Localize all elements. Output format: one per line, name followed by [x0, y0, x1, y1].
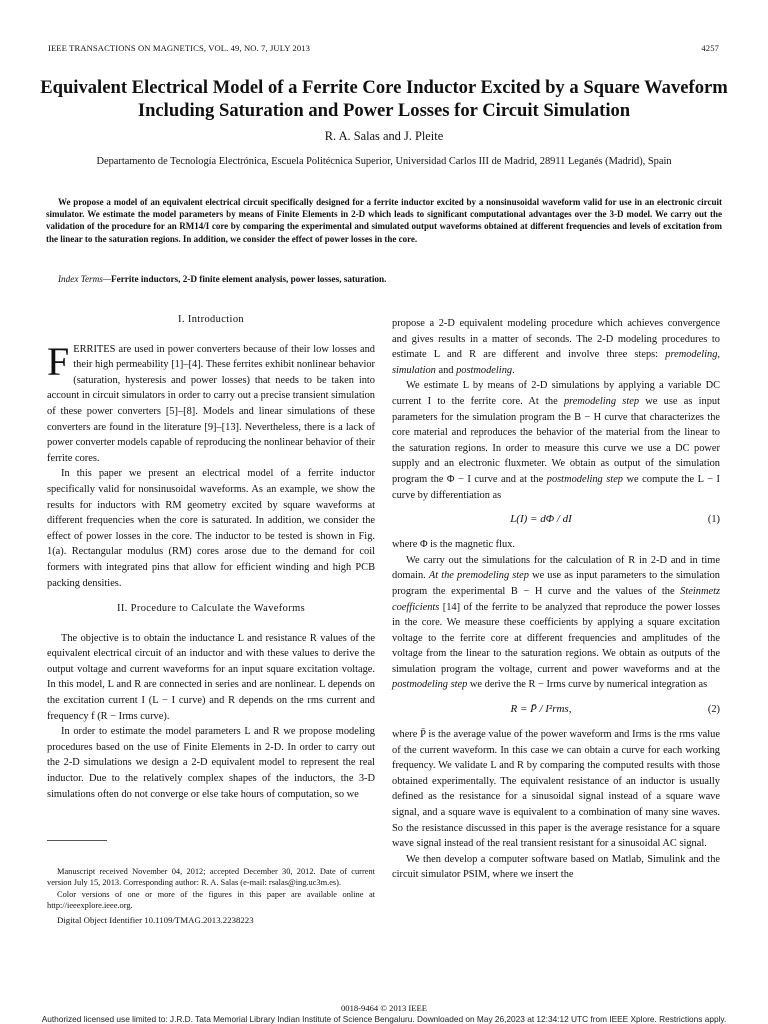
- equation-1-number: (1): [707, 514, 720, 526]
- footnotes: [47, 866, 375, 927]
- drop-cap: F: [47, 338, 70, 384]
- index-terms: [46, 273, 722, 285]
- footnote-rule: [47, 840, 107, 841]
- running-head: [48, 43, 719, 53]
- authors: R. A. Salas and J. Pleite: [324, 129, 444, 143]
- index-terms-label: Index Terms—: [58, 274, 111, 284]
- footnote-color: Color versions of one or more of the figures in this paper are available online at http://ieeexplore.ieee.org.: [47, 890, 375, 910]
- right-paragraph-4-text-c: [14] of the ferrite to be analyzed that reproduce the power losses in the core. We measure these coefficients by applying a square excitation voltage to the ferrite core at different frequencies and amplitudes of the voltage from the linear to the saturation regions. We obtain as outputs of the simulation program the voltage, current and power waveforms and at the: [392, 601, 720, 675]
- right-paragraph-3: where Φ is the magnetic flux.: [392, 539, 516, 551]
- right-paragraph-4-text-a: We carry out the simulations for the calculation of R in 2-D and in time domain.: [392, 554, 720, 582]
- right-column: [392, 316, 720, 883]
- and-text: and: [435, 364, 457, 376]
- procedure-paragraph-2: In order to estimate the model parameters L and R we propose modeling procedures based on the use of Finite Elements in 2-D. In order to carry out the 2-D simulations we design a 2-D equivalent model to represent the real inductor. Due to the relatively complex shapes of the inductors, the 3-D simulations often do not converge or else take hours of computation, so we: [47, 726, 375, 800]
- premodeling-step-text: premodeling step: [563, 395, 640, 407]
- section-heading-introduction: I. Introduction: [177, 314, 245, 325]
- right-paragraph-2-text-c: we compute the L − I curve by differentiation as: [392, 473, 720, 501]
- journal-name: IEEE TRANSACTIONS ON MAGNETICS, VOL. 49, NO. 7, JULY 2013: [48, 43, 311, 53]
- page-number: 4257: [701, 43, 719, 53]
- equation-2: [392, 693, 720, 727]
- premodeling-step-text-2: At the premodeling step: [428, 570, 529, 582]
- left-column: [47, 312, 375, 802]
- right-paragraph-2: [392, 378, 720, 503]
- equation-1: [392, 503, 720, 537]
- copyright: 0018-9464 © 2013 IEEE: [340, 1003, 427, 1013]
- intro-paragraph-1: [47, 338, 375, 467]
- right-paragraph-4-text-d: we derive the R − Irms curve by numerical integration as: [467, 679, 708, 691]
- right-paragraph-1-text: propose a 2-D equivalent modeling procedure which achieves convergence and gives results in a matter of seconds. The 2-D modeling procedures to estimate L and R are different and involve three steps:: [392, 318, 720, 361]
- steinmetz-text: Steinmetz coefficients: [392, 585, 720, 613]
- right-paragraph-4-text-b: we use as input parameters to the simulation program the experimental B − H curve and the values of the: [392, 570, 720, 597]
- footnote-doi: Digital Object Identifier 10.1109/TMAG.2013.2238223: [57, 915, 254, 925]
- affiliation: Departamento de Tecnología Electrónica, Escuela Politécnica Superior, Universidad Carlos III de Madrid, 28911 Leganés (Madrid), Spain: [96, 156, 672, 167]
- right-paragraph-6: We then develop a computer software based on Matlab, Simulink and the circuit simulator PSIM, where we insert the: [392, 853, 720, 881]
- procedure-paragraph-1: The objective is to obtain the inductance L and resistance R values of the equivalent electrical circuit of an inductor and with these values to derive the output voltage and current waveforms for an input square excitation voltage. In this model, L and R are connected in series and are nonlinear. L depends on the excitation current I (L − I curve) and R depends on the rms current and frequency f (R − Irms curve).: [47, 632, 375, 722]
- equation-2-body: R = P̄ / I²rms,: [510, 703, 572, 716]
- section-heading-procedure: II. Procedure to Calculate the Waveforms: [116, 603, 306, 615]
- footnote-received: Manuscript received November 04, 2012; accepted December 30, 2012. Date of current version July 15, 2013. Corresponding author: R. A. Salas (e-mail: rsalas@ing.uc3m.es).: [47, 867, 375, 887]
- license-notice: Authorized licensed use limited to: J.R.D. Tata Memorial Library Indian Institute of Science Bengaluru. Downloaded on May 26,2023 at 12:34:12 UTC from IEEE Xplore. Restrictions apply.: [41, 1014, 727, 1024]
- period-text: .: [512, 364, 515, 376]
- intro-paragraph-1-text: ERRITES are used in power converters because of their low losses and their high permeability [1]–[4]. These ferrites exhibit nonlinear behavior (saturation, hysteresis and power losses) that needs to be taken into account in circuit simulators in order to carry out a precise transient simulation of these power converters [5]–[8]. Models and linear simulations of these converters are found in the literature [9]–[13]. Nevertheless, there is a lack of power converter models capable of reproducing the nonlinear behavior of their ferrite cores.: [47, 343, 375, 464]
- steps-text: premodeling, simulation: [392, 349, 720, 376]
- right-paragraph-4: [392, 553, 720, 693]
- right-paragraph-2-text-a: We estimate L by means of 2-D simulations by applying a variable DC current I to the ferrite core. At the: [392, 380, 720, 407]
- right-paragraph-5: where P̄ is the average value of the power waveform and Irms is the rms value of the current waveform. In this case we can obtain a curve for each working frequency. We validate L and R by comparing the computed results with those obtained experimentally. The equivalent resistance of an inductor is usually defined as the resistance for a sinusoidal signal instead of a square wave signal, and a square wave is equivalent to a combination of many sine waves. So the resistance discussed in this paper is the average resistance for a square wave signal instead of the real transient resistant for a sinusoidal AC signal.: [392, 729, 720, 850]
- equation-2-number: (2): [707, 704, 720, 716]
- intro-paragraph-2: In this paper we present an electrical model of a ferrite inductor specifically valid for nonsinusoidal waveforms. As an example, we show the results for inductors with RM geometry excited by square waveforms at different frequencies when the core is saturated. In addition, we consider the effect of power losses in the core. The inductor to be tested is shown in Fig. 1(a). Rectangular modulus (RM) cores arose due to the demand for coil formers with integrated pins that allow for efficient winding and high PCB packing densities.: [47, 468, 375, 589]
- index-terms-text: Ferrite inductors, 2-D finite element analysis, power losses, saturation.: [111, 274, 387, 284]
- equation-1-body: L(I) = dΦ / dI: [510, 513, 572, 526]
- abstract: We propose a model of an equivalent electrical circuit specifically designed for a ferrite inductor excited by a nonsinusoidal waveform valid for use in an electronic circuit simulator. We estimate the model parameters by means of Finite Elements in 2-D which leads to significant computational advantages over the 3-D model. We carry out the validation of the procedure for an RM14/I core by comparing the experimental and simulated output waveforms obtained at different frequencies and levels of excitation from the linear to the saturation regions. In addition, we consider the effect of power losses in the core.: [46, 197, 722, 244]
- postmodeling-step-text-2: postmodeling step: [392, 679, 468, 691]
- right-paragraph-2-text-b: we use as input parameters for the simulation program the B − H curve that characterizes the core material and reproduces the behavior of the material from the linear to the saturation regions. In order to measure this curve we use a DC power supply and an electronic fluxmeter. We obtain as output of the simulation program the Φ − I curve and at the: [392, 395, 720, 485]
- postmodeling-text: postmodeling: [456, 364, 513, 376]
- right-paragraph-1: [392, 316, 720, 378]
- paper-title: Equivalent Electrical Model of a Ferrite Core Inductor Excited by a Square Waveform Including Saturation and Power Losses for Circuit Simulation: [40, 77, 728, 121]
- postmodeling-step-text: postmodeling step: [546, 473, 623, 485]
